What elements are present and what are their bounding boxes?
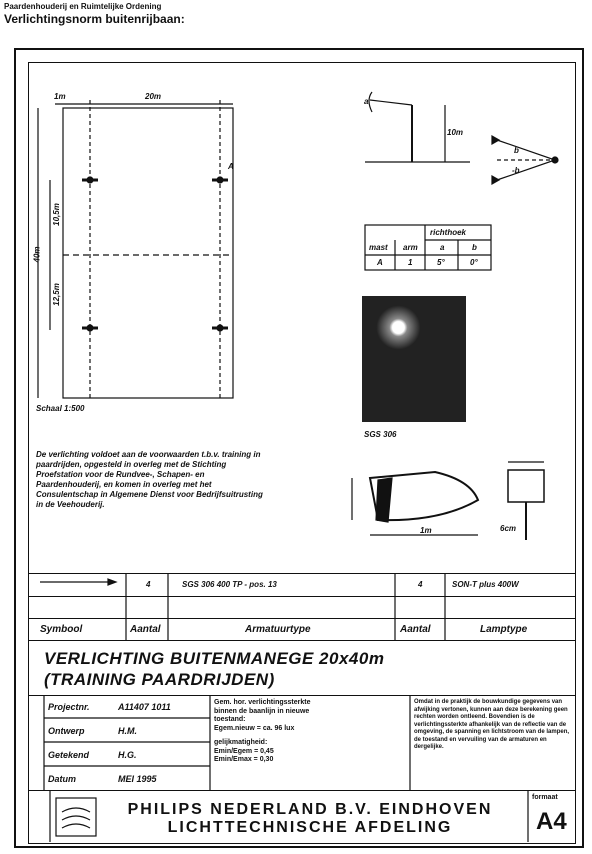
equip-lamp: SON-T plus 400W [452, 580, 519, 589]
company-line2: LICHTTECHNISCHE AFDELING [167, 819, 453, 836]
height-label: 10m [447, 128, 464, 137]
fixture-photo [362, 296, 466, 422]
header-subtitle: Verlichtingsnorm buitenrijbaan: [4, 12, 185, 26]
field-drawn-label: Getekend [48, 750, 90, 760]
disclaimer-text: Omdat in de praktijk de bouwkundige gegevens van afwijking vertonen, kunnen aan deze berekening geen rechten worden ontleend. Bovendien is de verlichtingssterkte afhankelijk van de reflectie van de omgeving, de spanning en lichtstroom van de lampen, de toestand en vervuiling van de armaturen en dergelijke. [414, 699, 570, 750]
row-sep-6 [28, 790, 576, 791]
calc-notes [214, 699, 406, 765]
scale-label: Schaal 1:500 [36, 404, 85, 413]
aim-r-a: 5° [437, 258, 445, 267]
aim-table-title: richthoek [430, 228, 467, 237]
angle-b-label: b [514, 146, 519, 155]
aim-h-b: b [472, 243, 477, 252]
description-text: De verlichting voldoet aan de voorwaarden t.b.v. training in paardrijden, opgesteld in overleg met de Stichting Proefstation voor de Rundvee-, Schapen- en Paardenhouderij, en komen in overleg met het Consulentschap in Algemene Dienst voor Bedrijfsuitrusting in de Veehouderij. [36, 450, 263, 509]
fixture-dim-side: 6cm [500, 524, 517, 533]
calc-line3: toestand: [214, 716, 246, 723]
calc-line4: Egem.nieuw = ca. 96 lux [214, 724, 295, 732]
field-project-value: A11407 1011 [118, 702, 171, 712]
calc-line5: gelijkmatigheid: [214, 739, 268, 746]
calc-line7: Emin/Emax = 0,30 [214, 756, 274, 763]
row-sep-3 [28, 618, 576, 619]
equip-armature: SGS 306 400 TP - pos. 13 [182, 580, 277, 589]
calc-line2: binnen de baanlijn in nieuwe [214, 707, 310, 715]
aim-r-b: 0° [470, 258, 478, 267]
mast-a-label: A [228, 162, 234, 171]
pole-bottom-left [82, 325, 98, 331]
pole-top-left [82, 177, 98, 183]
fixture-side [508, 470, 544, 502]
row-sep-1 [28, 573, 576, 574]
equip-qty: 4 [146, 580, 151, 589]
title-line1: VERLICHTING BUITENMANEGE 20x40m [44, 649, 385, 668]
aim-h-a: a [440, 243, 445, 252]
dim-left-label: 1m [54, 92, 66, 101]
arena-outline [63, 108, 233, 398]
hdr-armature-type: Armatuurtype [245, 624, 311, 635]
field-project-label: Projectnr. [48, 702, 90, 712]
field-design-value: H.M. [118, 726, 137, 736]
row-sep-4 [28, 640, 576, 641]
field-design-label: Ontwerp [48, 726, 85, 736]
aim-h-mast: mast [369, 243, 388, 252]
title-line2: (TRAINING PAARDRIJDEN) [44, 670, 275, 689]
field-date-value: MEI 1995 [118, 774, 157, 784]
aim-h-arm: arm [403, 243, 418, 252]
hdr-symbol: Symbool [40, 624, 83, 635]
dim-upper-label: 10,5m [51, 203, 61, 226]
aim-r-mast: A [377, 258, 383, 267]
equip-lamp-qty: 4 [418, 580, 423, 589]
aim-r-arm: 1 [408, 258, 413, 267]
field-drawn-value: H.G. [118, 750, 137, 760]
dim-total-label: 40m [32, 246, 42, 263]
hdr-lamp-type: Lamptype [480, 624, 528, 635]
row-sep-2 [28, 596, 576, 597]
company-line1: PHILIPS NEDERLAND B.V. EINDHOVEN [127, 801, 493, 818]
field-date-label: Datum [48, 774, 77, 784]
row-sep-5 [28, 695, 576, 696]
pole-top-right [212, 177, 228, 183]
angle-a-label: a [364, 97, 369, 106]
sheet-size: A4 [536, 808, 567, 835]
header-org: Paardenhouderij en Ruimtelijke Ordening [4, 2, 162, 11]
dim-lower-label: 12,5m [51, 283, 61, 306]
calc-line1: Gem. hor. verlichtingssterkte [214, 699, 311, 706]
hdr-count2: Aantal [400, 624, 431, 635]
angle-negb-label: -b [512, 166, 520, 175]
calc-line6: Emin/Egem = 0,45 [214, 747, 274, 755]
hdr-count: Aantal [130, 624, 161, 635]
fixture-dim-bottom: 1m [420, 526, 432, 535]
pole-bottom-right [212, 325, 228, 331]
sheet-size-label: formaat [532, 794, 558, 801]
photo-caption: SGS 306 [364, 430, 397, 439]
dim-top-label: 20m [145, 92, 162, 101]
